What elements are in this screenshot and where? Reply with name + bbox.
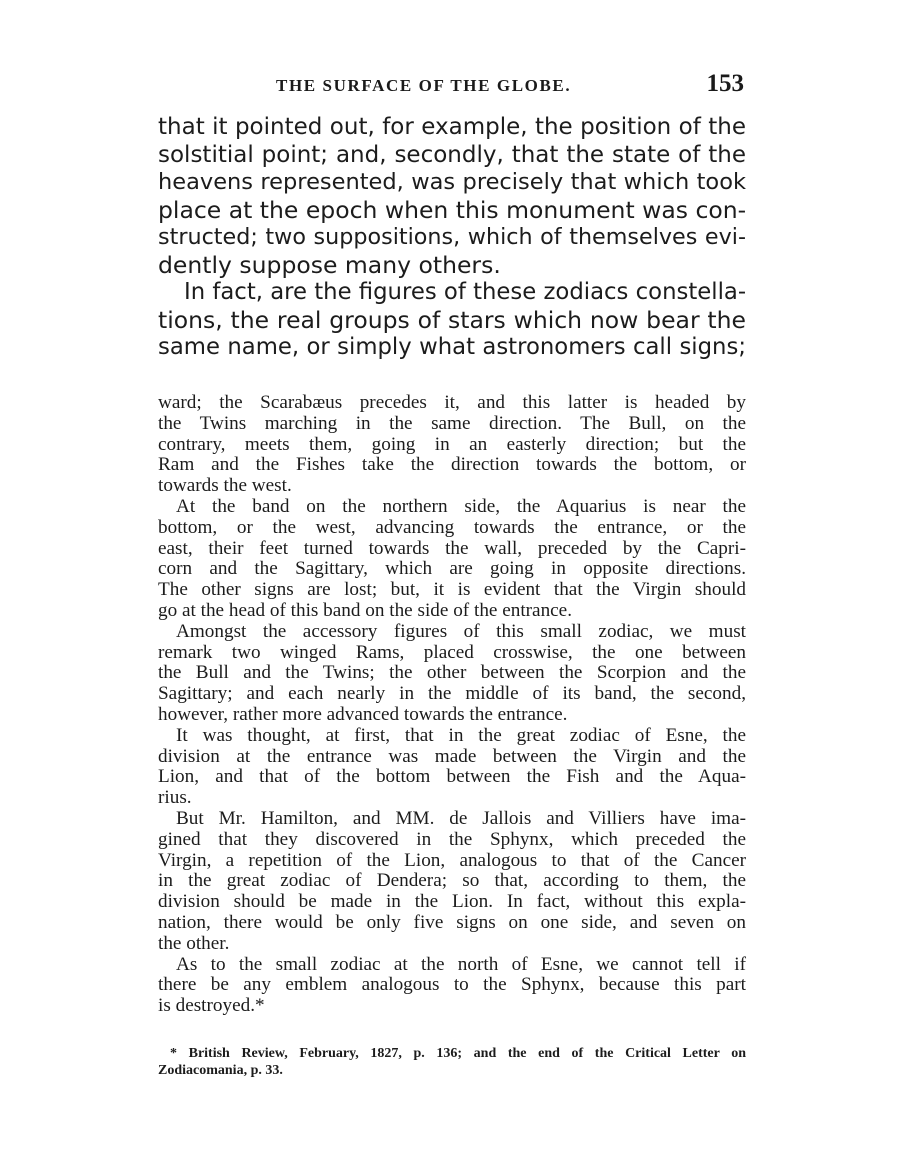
footnote bbox=[158, 1045, 746, 1079]
text-line: tions, the real groups of stars which now bear the bbox=[158, 305, 746, 334]
note-line: rius. bbox=[158, 787, 192, 809]
text-line: structed; two suppositions, which of themselves evi- bbox=[158, 224, 746, 250]
note-line: east, their feet turned towards the wall, preceded by the Capri- bbox=[158, 537, 746, 559]
note-line: division at the entrance was made between the Virgin and the bbox=[158, 745, 746, 767]
note-line: Amongst the accessory figures of this small zodiac, we must bbox=[176, 620, 746, 642]
note-line: towards the west. bbox=[158, 475, 292, 497]
note-line: gined that they discovered in the Sphynx, which preceded the bbox=[158, 828, 746, 850]
text-line: that it pointed out, for example, the position of the bbox=[158, 114, 746, 140]
text-line: same name, or simply what astronomers call signs; bbox=[158, 334, 746, 360]
note-line: division should be made in the Lion. In fact, without this expla- bbox=[158, 891, 746, 913]
note-line: in the great zodiac of Dendera; so that, according to them, the bbox=[158, 870, 746, 892]
note-line: nation, there would be only five signs on one side, and seven on bbox=[158, 911, 746, 933]
footnote-line: Zodiacomania, p. 33. bbox=[158, 1063, 283, 1078]
note-line: ward; the Scarabæus precedes it, and this latter is headed by bbox=[158, 392, 746, 413]
note-line: is destroyed.* bbox=[158, 995, 265, 1017]
note-line: the other. bbox=[158, 932, 230, 954]
text-line: solstitial point; and, secondly, that the state of the bbox=[158, 141, 746, 168]
main-paragraphs bbox=[158, 114, 746, 362]
text-line: place at the epoch when this monument was con- bbox=[158, 195, 747, 224]
note-line: Lion, and that of the bottom between the Fish and the Aqua- bbox=[158, 766, 746, 788]
page-number: 153 bbox=[706, 70, 744, 97]
note-line: the Twins marching in the same direction. The Bull, on the bbox=[158, 412, 746, 434]
note-line: bottom, or the west, advancing towards the entrance, or the bbox=[158, 516, 746, 538]
footnote-line: * British Review, February, 1827, p. 136; and the end of the Critical Letter on bbox=[170, 1046, 746, 1061]
note-line: Virgin, a repetition of the Lion, analogous to that of the Cancer bbox=[158, 849, 746, 871]
note-line: corn and the Sagittary, which are going in opposite directions. bbox=[158, 558, 746, 580]
note-line: however, rather more advanced towards the entrance. bbox=[158, 703, 568, 725]
text-line: heavens represented, was precisely that which took bbox=[158, 169, 746, 195]
note-line: As to the small zodiac at the north of Esne, we cannot tell if bbox=[176, 953, 746, 975]
note-line: At the band on the northern side, the Aquarius is near the bbox=[176, 495, 746, 517]
note-paragraphs bbox=[158, 393, 746, 1017]
note-line: The other signs are lost; but, it is evident that the Virgin should bbox=[158, 579, 746, 601]
running-title: THE SURFACE OF THE GLOBE. bbox=[276, 76, 572, 95]
note-line: Sagittary; and each nearly in the middle of its band, the second, bbox=[158, 683, 746, 705]
note-line: But Mr. Hamilton, and MM. de Jallois and Villiers have ima- bbox=[176, 807, 746, 829]
text-line: In fact, are the figures of these zodiacs constella- bbox=[184, 279, 747, 305]
note-line: remark two winged Rams, placed crosswise, the one between bbox=[158, 641, 746, 663]
note-line: there be any emblem analogous to the Sphynx, because this part bbox=[158, 974, 746, 996]
note-line: go at the head of this band on the side of the entrance. bbox=[158, 599, 572, 621]
note-line: the Bull and the Twins; the other between the Scorpion and the bbox=[158, 662, 746, 684]
text-line: dently suppose many others. bbox=[158, 250, 501, 279]
running-head bbox=[158, 70, 746, 100]
note-line: It was thought, at first, that in the great zodiac of Esne, the bbox=[176, 724, 746, 746]
note-line: Ram and the Fishes take the direction towards the bottom, or bbox=[158, 454, 746, 476]
note-line: contrary, meets them, going in an easterly direction; but the bbox=[158, 433, 746, 455]
